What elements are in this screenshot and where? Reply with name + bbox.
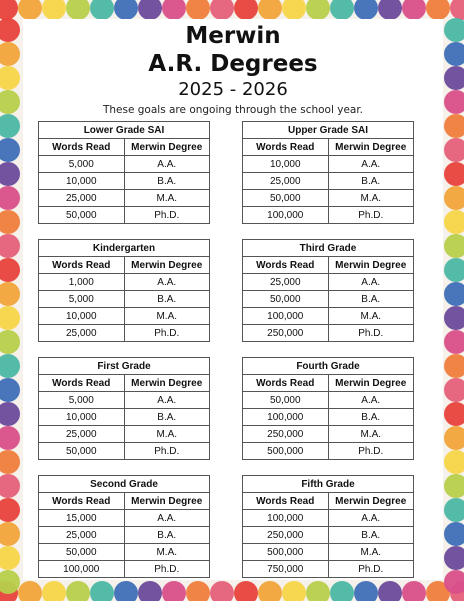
table-row: 10,000 A.A. <box>243 156 414 173</box>
border-dot <box>0 426 20 450</box>
border-dot <box>0 498 20 522</box>
border-dot <box>234 0 258 20</box>
table-row: 100,000 Ph.D. <box>243 207 414 224</box>
border-dot <box>354 581 378 601</box>
col-words-header: Words Read <box>243 139 329 156</box>
table-title: Third Grade <box>243 240 414 257</box>
border-dot <box>444 186 464 210</box>
table-row: 50,000 B.A. <box>243 291 414 308</box>
border-dot <box>186 581 210 601</box>
border-dot <box>234 581 258 601</box>
border-dot <box>444 426 464 450</box>
col-degree-header: Merwin Degree <box>124 493 210 510</box>
border-dot <box>402 581 426 601</box>
col-degree-header: Merwin Degree <box>124 139 210 156</box>
table-row: 25,000 B.A. <box>39 527 210 544</box>
border-dot <box>0 354 20 378</box>
border-dot <box>42 581 66 601</box>
col-degree-header: Merwin Degree <box>124 257 210 274</box>
border-dot <box>444 258 464 282</box>
table-fifth-grade <box>242 475 414 578</box>
col-words-header: Words Read <box>243 493 329 510</box>
border-dot <box>114 581 138 601</box>
border-dot <box>0 282 20 306</box>
table-title: Fifth Grade <box>243 476 414 493</box>
border-dot <box>0 234 20 258</box>
table-row: 50,000 A.A. <box>243 392 414 409</box>
school-year: 2025 - 2026 <box>178 79 288 100</box>
border-dot <box>66 0 90 20</box>
table-row: 25,000 M.A. <box>39 426 210 443</box>
border-dot <box>444 162 464 186</box>
border-dot <box>444 354 464 378</box>
table-row: 50,000 M.A. <box>39 544 210 561</box>
col-words-header: Words Read <box>39 375 125 392</box>
table-row: 50,000 Ph.D. <box>39 443 210 460</box>
table-row: 25,000 M.A. <box>39 190 210 207</box>
table-row: 250,000 Ph.D. <box>243 325 414 342</box>
border-dot <box>0 378 20 402</box>
goals-note: These goals are ongoing through the school year. <box>102 104 364 116</box>
col-degree-header: Merwin Degree <box>328 375 414 392</box>
table-third-grade <box>242 239 414 342</box>
col-words-header: Words Read <box>39 257 125 274</box>
page-sheet <box>23 19 443 580</box>
border-dot <box>258 0 282 20</box>
border-dot <box>444 474 464 498</box>
table-row: 5,000 A.A. <box>39 156 210 173</box>
table-title: Second Grade <box>39 476 210 493</box>
col-degree-header: Merwin Degree <box>124 375 210 392</box>
table-title: First Grade <box>39 358 210 375</box>
border-dot <box>444 114 464 138</box>
table-title: Fourth Grade <box>243 358 414 375</box>
border-dot <box>210 581 234 601</box>
col-words-header: Words Read <box>39 139 125 156</box>
table-title: Kindergarten <box>39 240 210 257</box>
table-row: 5,000 B.A. <box>39 291 210 308</box>
table-title: Lower Grade SAI <box>39 122 210 139</box>
table-row: 100,000 Ph.D. <box>39 561 210 578</box>
border-dot <box>42 0 66 20</box>
table-row: 100,000 A.A. <box>243 510 414 527</box>
table-row: 5,000 A.A. <box>39 392 210 409</box>
border-dot <box>162 581 186 601</box>
border-dot <box>90 0 114 20</box>
border-dot <box>66 581 90 601</box>
border-dot <box>90 581 114 601</box>
border-dot <box>444 378 464 402</box>
border-dot <box>0 258 20 282</box>
border-dot <box>444 498 464 522</box>
border-dot <box>444 138 464 162</box>
border-dot <box>0 522 20 546</box>
border-dot <box>444 210 464 234</box>
table-row: 10,000 M.A. <box>39 308 210 325</box>
border-dot <box>0 402 20 426</box>
border-dot <box>0 210 20 234</box>
table-kindergarten <box>38 239 210 342</box>
page-title-line2: A.R. Degrees <box>148 51 318 77</box>
table-row: 25,000 Ph.D. <box>39 325 210 342</box>
col-words-header: Words Read <box>243 257 329 274</box>
border-dot <box>378 581 402 601</box>
border-dot <box>0 18 20 42</box>
table-row: 250,000 B.A. <box>243 527 414 544</box>
border-dot <box>0 162 20 186</box>
table-title: Upper Grade SAI <box>243 122 414 139</box>
border-dot <box>444 306 464 330</box>
table-row: 25,000 A.A. <box>243 274 414 291</box>
border-dot <box>114 0 138 20</box>
table-fourth-grade <box>242 357 414 460</box>
table-row: 100,000 M.A. <box>243 308 414 325</box>
border-dot <box>402 0 426 20</box>
col-degree-header: Merwin Degree <box>328 493 414 510</box>
table-row: 10,000 B.A. <box>39 173 210 190</box>
border-dot <box>138 0 162 20</box>
border-dot <box>444 522 464 546</box>
table-row: 500,000 Ph.D. <box>243 443 414 460</box>
table-row: 10,000 B.A. <box>39 409 210 426</box>
border-dot <box>0 114 20 138</box>
table-row: 50,000 M.A. <box>243 190 414 207</box>
border-dot <box>282 581 306 601</box>
border-dot <box>138 581 162 601</box>
border-dot <box>444 234 464 258</box>
border-dot <box>0 546 20 570</box>
table-row: 15,000 A.A. <box>39 510 210 527</box>
border-dot <box>444 66 464 90</box>
border-dot <box>0 90 20 114</box>
border-dot <box>330 581 354 601</box>
border-dot <box>444 570 464 594</box>
col-words-header: Words Read <box>39 493 125 510</box>
table-row: 50,000 Ph.D. <box>39 207 210 224</box>
border-dot <box>162 0 186 20</box>
border-dot <box>444 450 464 474</box>
border-dot <box>258 581 282 601</box>
border-dot <box>0 42 20 66</box>
table-row: 25,000 B.A. <box>243 173 414 190</box>
table-first-grade <box>38 357 210 460</box>
table-upper-grade-sai <box>242 121 414 224</box>
border-dot <box>378 0 402 20</box>
table-row: 500,000 M.A. <box>243 544 414 561</box>
border-dot <box>444 546 464 570</box>
border-dot <box>210 0 234 20</box>
border-dot <box>0 330 20 354</box>
col-words-header: Words Read <box>243 375 329 392</box>
col-degree-header: Merwin Degree <box>328 139 414 156</box>
border-dot <box>330 0 354 20</box>
border-dot <box>444 42 464 66</box>
border-dot <box>18 0 42 20</box>
border-dot <box>306 581 330 601</box>
border-dot <box>444 18 464 42</box>
border-dot <box>186 0 210 20</box>
table-row: 1,000 A.A. <box>39 274 210 291</box>
border-dot <box>444 402 464 426</box>
table-row: 100,000 B.A. <box>243 409 414 426</box>
border-dot <box>444 282 464 306</box>
border-dot <box>0 450 20 474</box>
border-dot <box>0 0 18 20</box>
border-dot <box>18 581 42 601</box>
border-dot <box>444 90 464 114</box>
border-dot <box>306 0 330 20</box>
border-dot <box>426 0 450 20</box>
table-lower-grade-sai <box>38 121 210 224</box>
border-dot <box>0 138 20 162</box>
col-degree-header: Merwin Degree <box>328 257 414 274</box>
border-dot <box>282 0 306 20</box>
border-dot <box>0 186 20 210</box>
page-title-line1: Merwin <box>185 23 281 49</box>
border-dot <box>0 66 20 90</box>
table-row: 750,000 Ph.D. <box>243 561 414 578</box>
border-dot <box>0 306 20 330</box>
border-dot <box>0 474 20 498</box>
border-dot <box>450 0 464 20</box>
border-dot <box>444 330 464 354</box>
table-second-grade <box>38 475 210 578</box>
table-row: 250,000 M.A. <box>243 426 414 443</box>
border-dot <box>354 0 378 20</box>
